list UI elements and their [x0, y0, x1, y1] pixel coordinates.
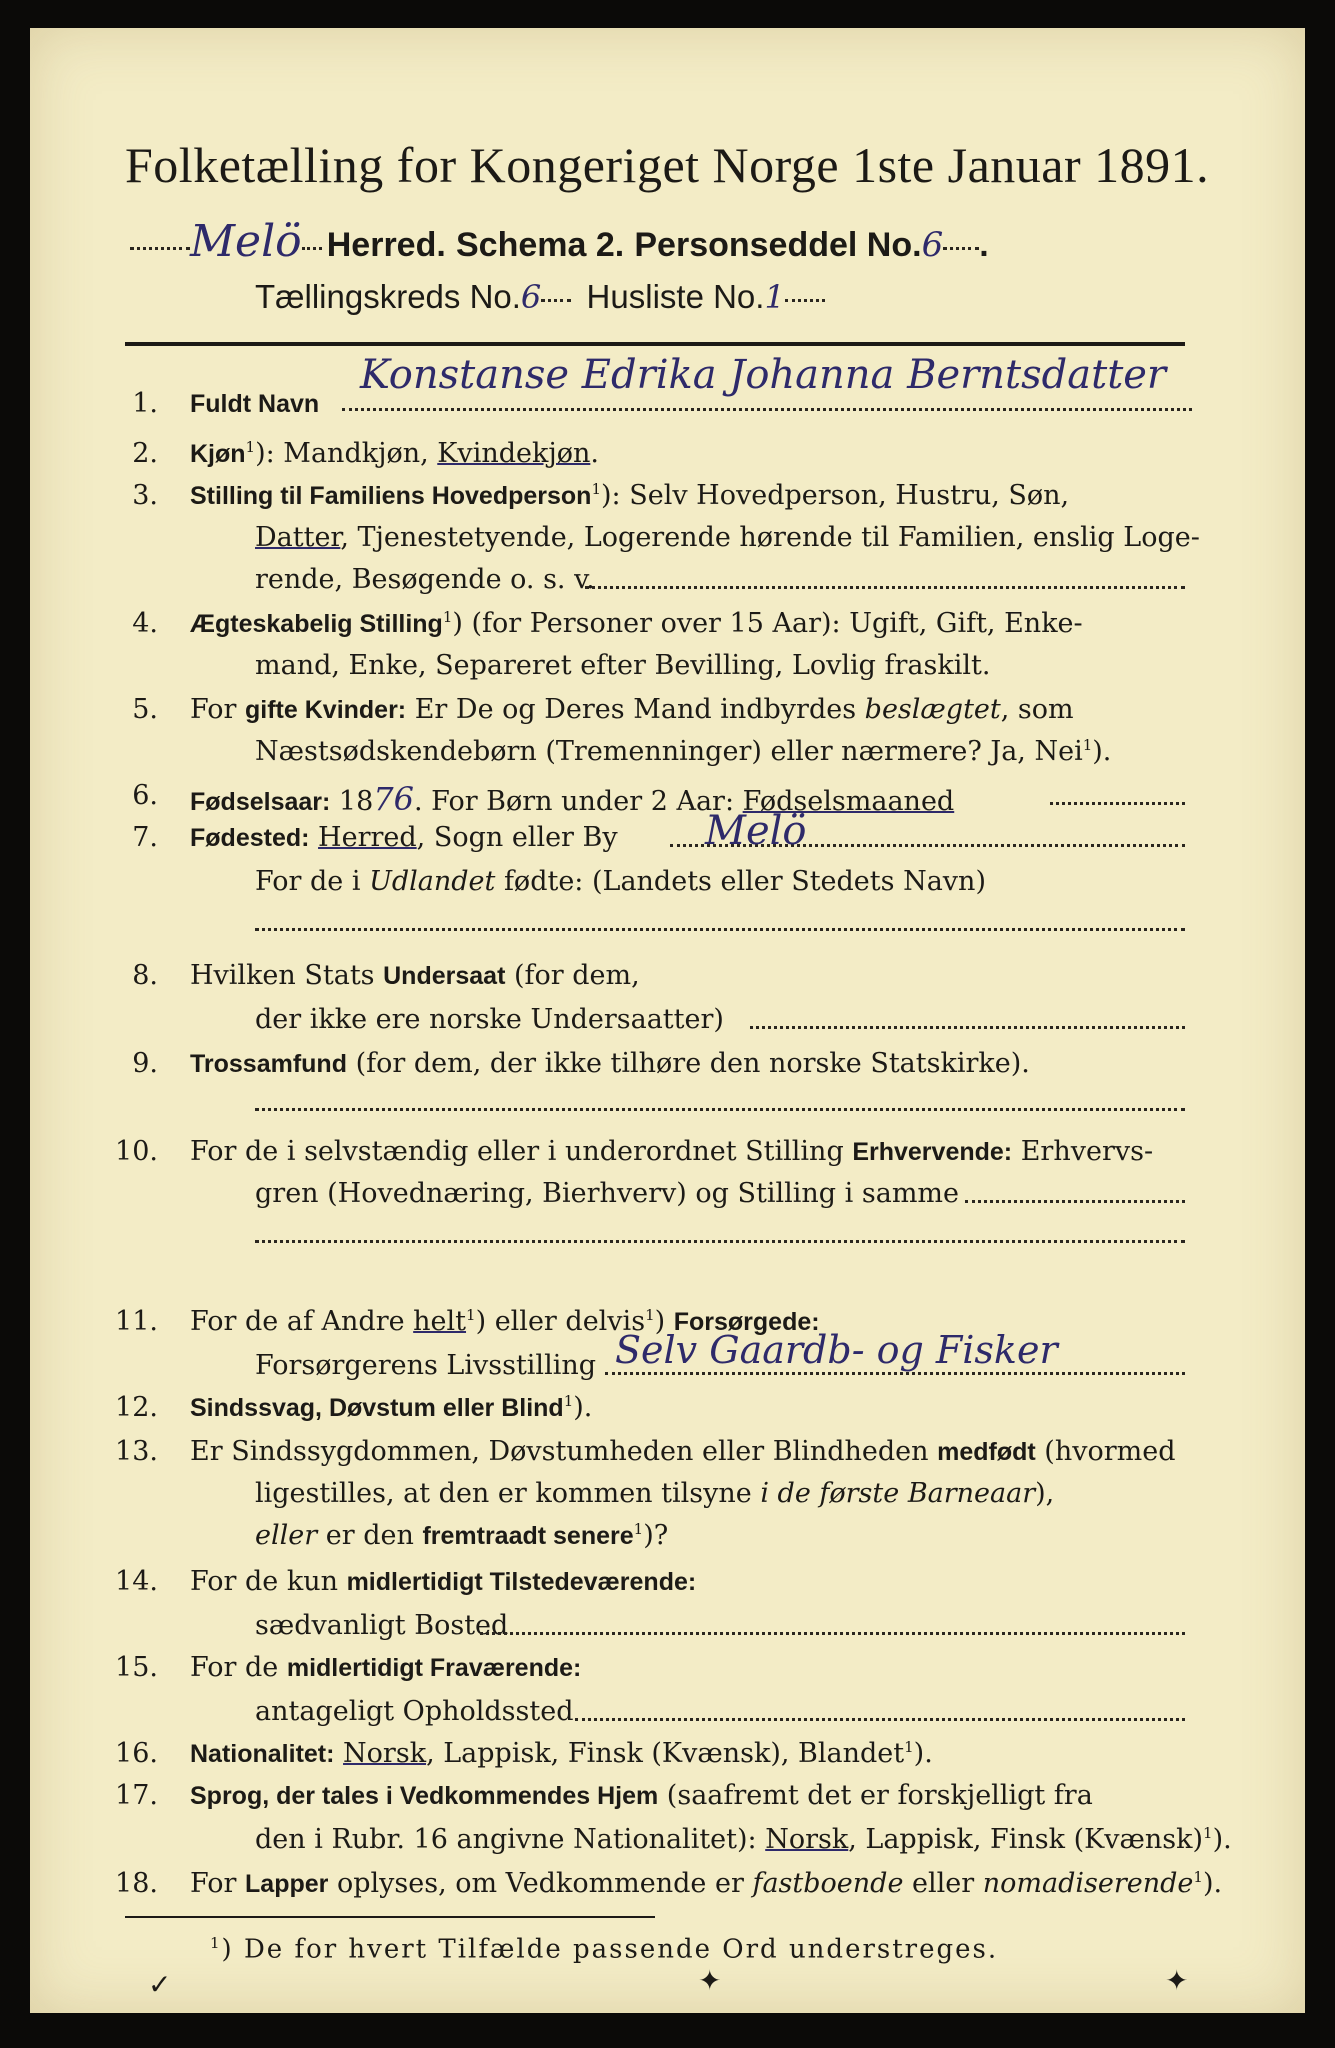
husliste-value: 1 — [764, 278, 785, 316]
item-13: Er Sindssygdommen, Døvstumheden eller Blindheden medfødt (hvormed — [190, 1436, 1176, 1467]
item-number: 2. — [132, 438, 158, 469]
personseddel-value: 6 — [921, 225, 944, 265]
item-number: 16. — [115, 1738, 158, 1769]
full-name-value: Konstanse Edrika Johanna Berntsdatter — [360, 352, 1167, 398]
nationality-selected: Norsk — [343, 1738, 427, 1769]
birthplace-value: Melö — [705, 808, 807, 854]
religion-label: Trossamfund — [190, 1050, 347, 1078]
supported-label: Forsørgede: — [673, 1308, 820, 1336]
kreds-row — [255, 278, 825, 316]
nationality-label: Nationalitet: — [190, 1740, 335, 1768]
item-number: 1. — [132, 388, 158, 419]
item-1 — [190, 388, 319, 419]
nationality-subject-label: Undersaat — [383, 962, 506, 990]
census-form: Folketælling for Kongeriget Norge 1ste Januar 1891. Melö Herred. Schema 2. Personseddel No.6 . Tællingskreds No.6 Husliste No.1 1. Fuldt Navn Konstanse Edrika Johanna Berntsdatter 2. Kjøn$^1$): Mandkjøn, Kvindekjøn. 3. Stilling til Familiens Hovedperson$^1$): Selv Hovedperson, Hustru, Søn, Datter, Tjenestetyende, Logerende hørende til Familien, enslig Loge- rende, Besøgende o. s. v. 4. Ægteskabelig Stilling$^1$) (for Personer over 15 Aar): Ugift, Gift, Enke- mand, Enke, Separeret efter Bevilling, Lovlig fraskilt. 5. For gifte Kvinder: Er De og Deres Mand indbyrdes beslægtet, som Næstsødskendebørn (Tremenninger) eller nærmere? Ja, Nei$^1$). 6. Fødselsaar: 1876. For Børn under 2 Aar: Fødselsmaaned 7. Fødested: Herred, Sogn eller By Melö For de i Udlandet fødte: (Landets eller Stedets Navn) 8. Hvilken Stats Undersaat (for dem, der ikke ere norske Undersaatter) 9. Trossamfund (for dem, der ikke tilhøre den norske Statskirke). 10. For de i selvstændig eller i underordnet Stilling Erhvervende: Erhvervs- gren (Hovednæring, Bierhverv) og Stilling i samme 11. For de af Andre helt$^1$) eller delvis$^1$) Forsørgede: Forsørgerens Livsstilling Selv Gaardb- og Fisker 12. Sindssvag, Døvstum eller Blind$^1$). 13. Er Sindssygdommen, Døvstumheden eller Blindheden medfødt (hvormed ligestilles, at den er kommen tilsyne i de første Barneaar), eller er den fremtraadt senere$^1$)? 14. For de kun midlertidigt Tilstedeværende: sædvanligt Bosted 15. For de midlertidigt Fraværende: antageligt Opholdssted 16. Nationalitet: Norsk, Lappisk, Finsk (Kvænsk), Blandet$^1$). 17. Sprog, der tales i Vedkommendes Hjem (saafremt det er forskjelligt fra den i Rubr. 16 angivne Nationalitet): Norsk, Lappisk, Finsk (Kvænsk)$^1$). 18. For Lapper oplyses, om Vedkommende er fastboende eller nomadiserende$^1$). $^1$) De for hvert Tilfælde passende Ord understreges. ✓ ✦ ✦ — [30, 28, 1305, 2013]
husliste-label: Husliste No. — [586, 278, 765, 315]
item-5: For gifte Kvinder: Er De og Deres Mand indbyrdes beslægtet, som — [190, 694, 1074, 725]
birthplace-label: Fødested: — [190, 824, 310, 852]
birth-year-value: 76 — [373, 780, 415, 818]
full-name-label: Fuldt Navn — [190, 390, 320, 418]
item-10: For de i selvstændig eller i underordnet Stilling Erhvervende: Erhvervs- — [190, 1136, 1154, 1167]
family-position-selected: Datter — [255, 522, 341, 553]
item-number: 6. — [132, 780, 158, 811]
item-7: Fødested: Herred, Sogn eller By — [190, 822, 618, 853]
kreds-value: 6 — [520, 278, 542, 316]
birth-year-label: Fødselsaar: — [190, 788, 331, 816]
item-number: 3. — [132, 480, 158, 511]
registration-mark: ✓ — [148, 1968, 172, 2001]
herred-row: Melö Herred. Schema 2. Personseddel No.6 . — [130, 216, 989, 267]
item-number: 7. — [132, 822, 158, 853]
item-12: Sindssvag, Døvstum eller Blind$^1$). — [190, 1392, 593, 1423]
provider-occupation-value: Selv Gaardb- og Fisker — [615, 1328, 1058, 1372]
item-9: Trossamfund (for dem, der ikke tilhøre den norske Statskirke). — [190, 1048, 1030, 1079]
herred-label: Herred. — [326, 226, 446, 264]
header-rule — [125, 342, 1185, 346]
item-number: 4. — [132, 608, 158, 639]
item-4: Ægteskabelig Stilling$^1$) (for Personer over 15 Aar): Ugift, Gift, Enke- — [190, 608, 1083, 639]
item-15: For de midlertidigt Fraværende: — [190, 1652, 582, 1683]
item-number: 9. — [132, 1048, 158, 1079]
item-18: For Lapper oplyses, om Vedkommende er fastboende eller nomadiserende$^1$). — [190, 1868, 1223, 1899]
personseddel-label: Personseddel No. — [634, 226, 922, 264]
occupation-label: Erhvervende: — [852, 1138, 1013, 1166]
item-11: For de af Andre helt$^1$) eller delvis$^1$) Forsørgede: — [190, 1306, 820, 1337]
item-number: 18. — [115, 1868, 158, 1899]
marital-status-label: Ægteskabelig Stilling — [190, 610, 443, 638]
kreds-label: Tællingskreds No. — [255, 278, 521, 315]
item-8: Hvilken Stats Undersaat (for dem, — [190, 960, 640, 991]
item-14: For de kun midlertidigt Tilstedeværende: — [190, 1566, 697, 1597]
item-number: 5. — [132, 694, 158, 725]
item-number: 14. — [115, 1566, 158, 1597]
footnote: $^1$) De for hvert Tilfælde passende Ord understreges. — [210, 1934, 999, 1965]
sex-label: Kjøn — [190, 440, 246, 468]
item-number: 10. — [115, 1136, 158, 1167]
item-17: Sprog, der tales i Vedkommendes Hjem (saafremt det er forskjelligt fra — [190, 1780, 1093, 1811]
item-16: Nationalitet: Norsk, Lappisk, Finsk (Kvænsk), Blandet$^1$). — [190, 1738, 933, 1769]
language-selected: Norsk — [765, 1824, 849, 1855]
form-title: Folketælling for Kongeriget Norge 1ste Januar 1891. — [125, 137, 1210, 193]
item-number: 15. — [115, 1652, 158, 1683]
registration-mark: ✦ — [1165, 1964, 1189, 1997]
sex-selected-female: Kvindekjøn — [437, 438, 591, 469]
language-label: Sprog, der tales i Vedkommendes Hjem — [190, 1782, 659, 1810]
footnote-rule — [125, 1916, 655, 1918]
item-6: Fødselsaar: 1876. For Børn under 2 Aar: Fødselsmaaned — [190, 780, 955, 818]
temporary-absent-label: midlertidigt Fraværende: — [286, 1654, 582, 1682]
registration-mark: ✦ — [698, 1964, 722, 1997]
item-number: 17. — [115, 1780, 158, 1811]
item-2: Kjøn$^1$): Mandkjøn, Kvindekjøn. — [190, 438, 599, 469]
temporary-present-label: midlertidigt Tilstedeværende: — [346, 1568, 697, 1596]
sami-label: Lapper — [245, 1870, 329, 1898]
item-number: 11. — [115, 1306, 158, 1337]
item-number: 13. — [115, 1436, 158, 1467]
disability-label: Sindssvag, Døvstum eller Blind — [190, 1394, 564, 1422]
item-3: Stilling til Familiens Hovedperson$^1$): Selv Hovedperson, Hustru, Søn, — [190, 480, 1070, 511]
item-number: 8. — [132, 960, 158, 991]
family-position-label: Stilling til Familiens Hovedperson — [190, 482, 592, 510]
married-women-label: gifte Kvinder: — [245, 696, 407, 724]
schema-label: Schema 2. — [455, 226, 625, 264]
herred-value: Melö — [190, 216, 302, 267]
item-number: 12. — [115, 1392, 158, 1423]
